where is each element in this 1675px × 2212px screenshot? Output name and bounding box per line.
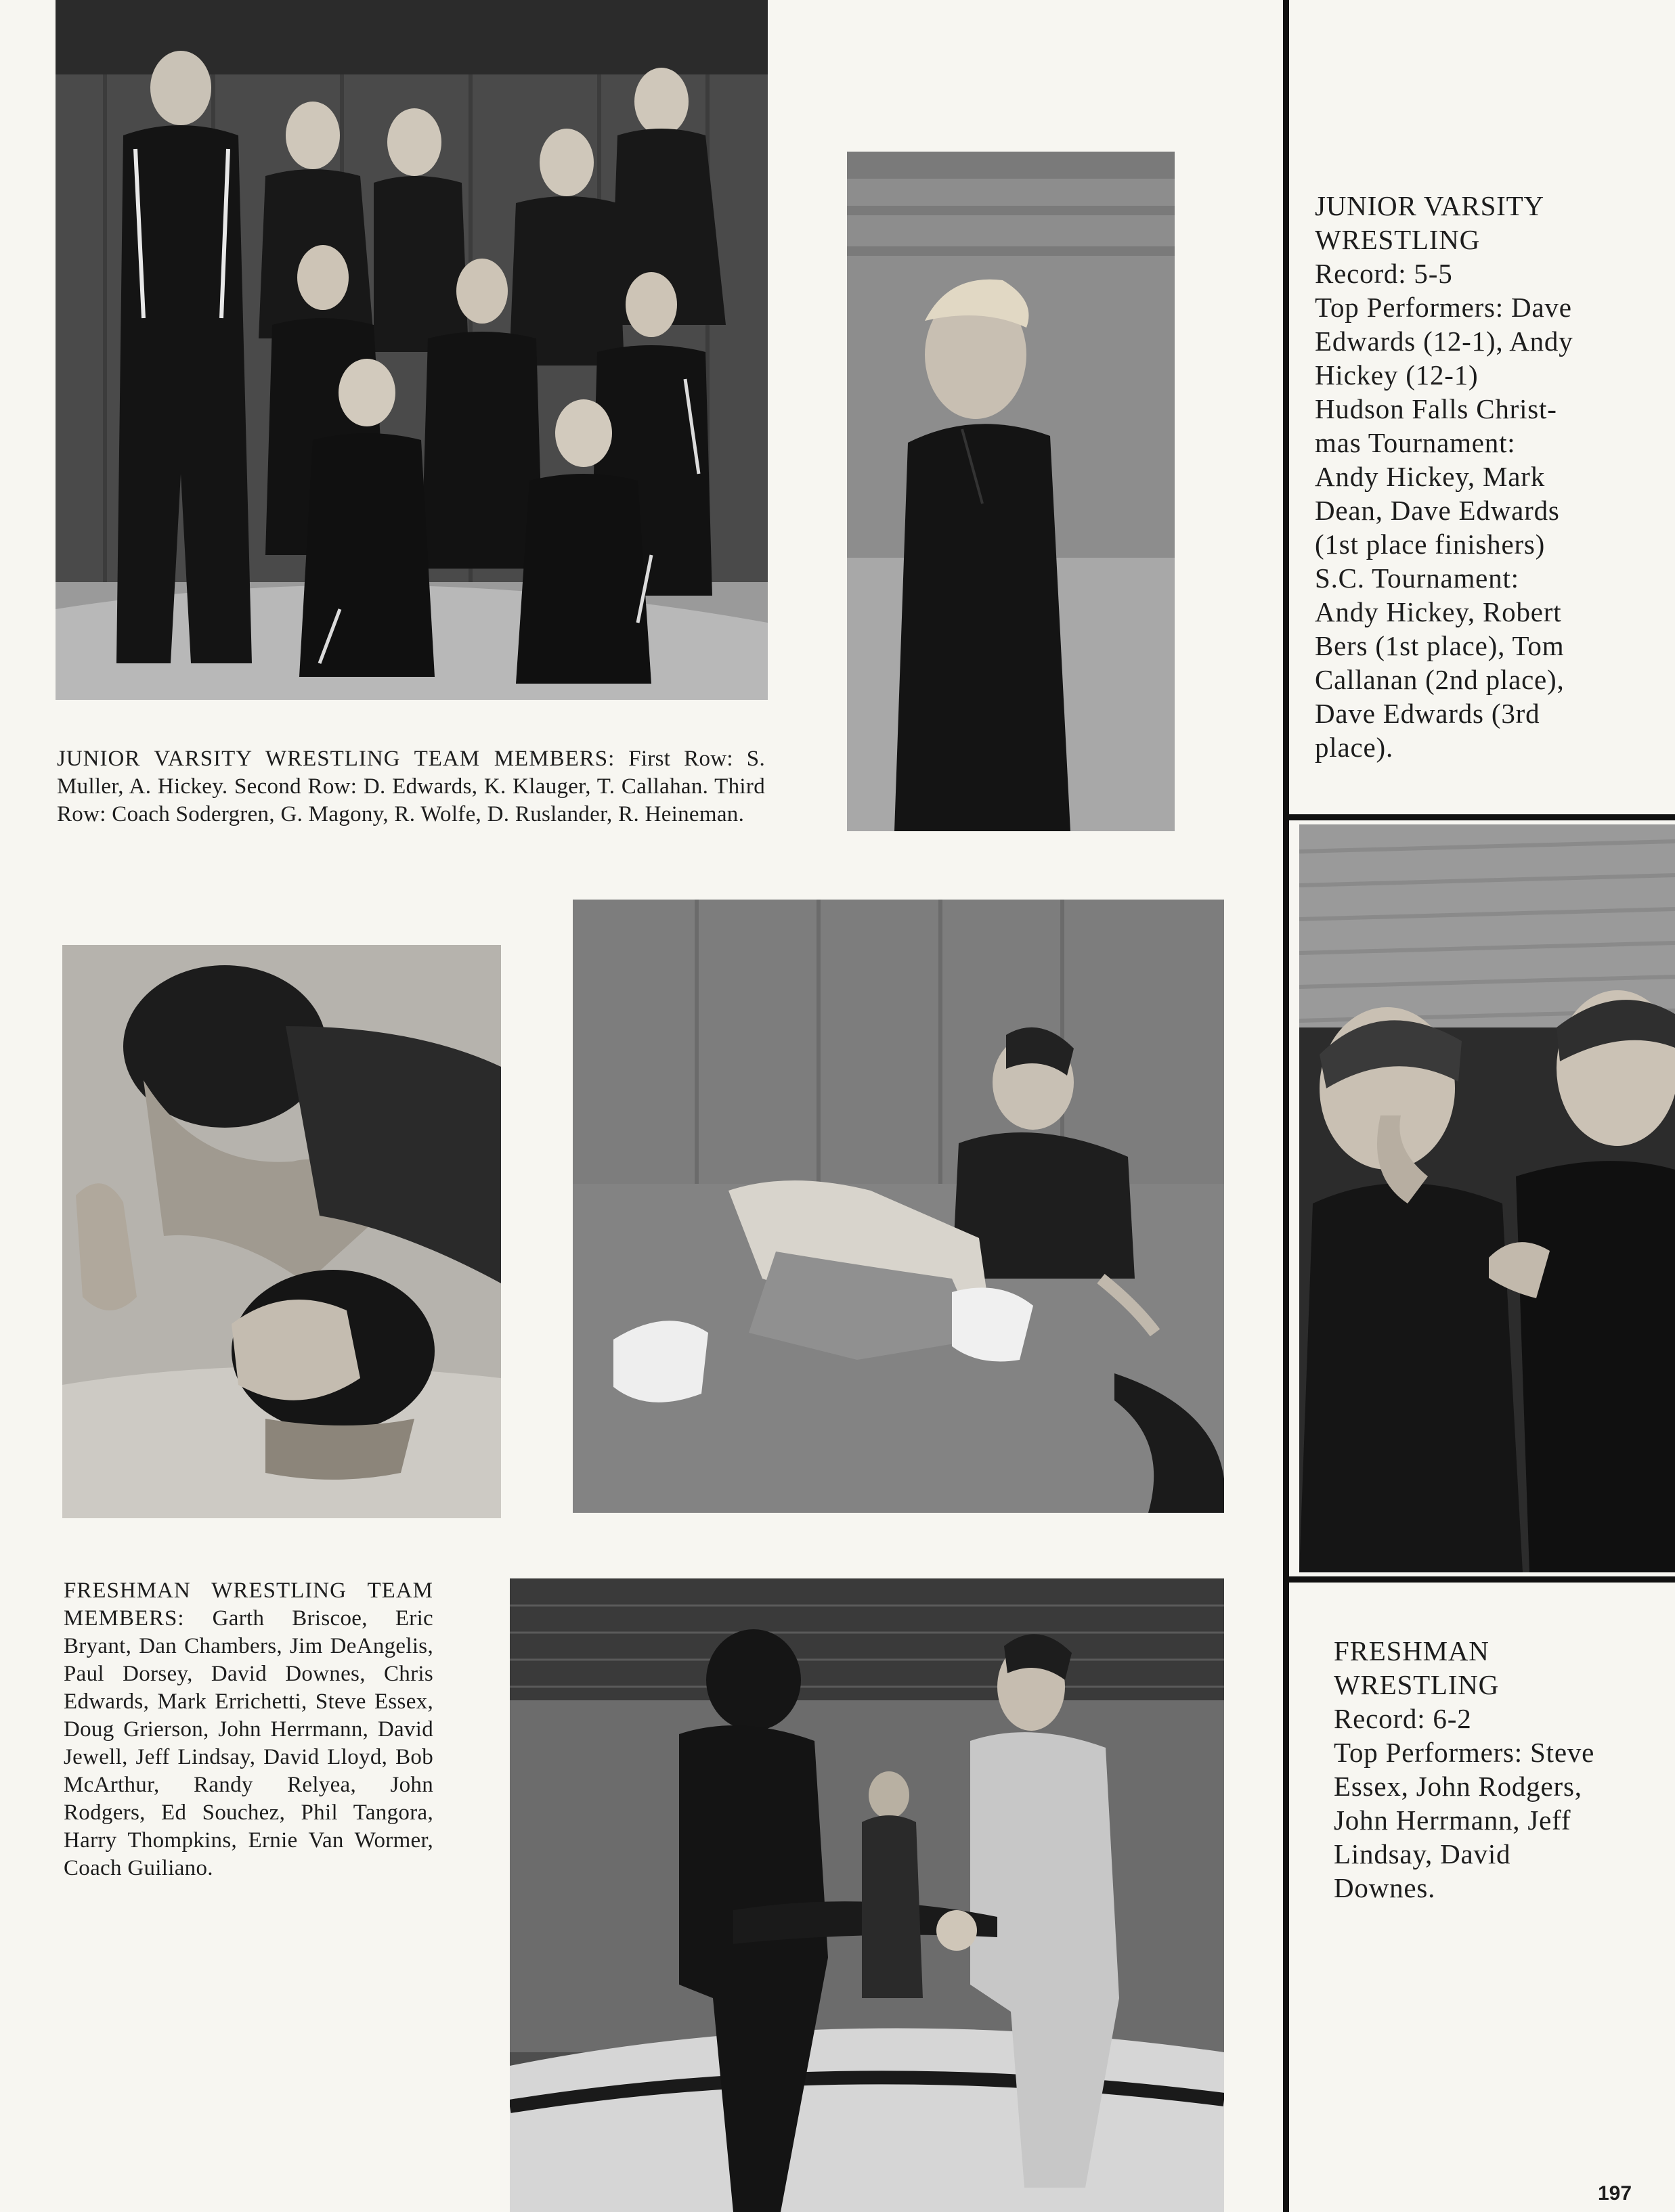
- page-number: 197: [1598, 2182, 1632, 2205]
- sidebar-divider-bottom: [1289, 1576, 1675, 1583]
- freshman-info-title-line2: WRESTLING: [1334, 1669, 1500, 1700]
- freshman-info-record: Record: 6-2: [1334, 1703, 1472, 1734]
- freshman-team-caption-text: Garth Briscoe, Eric Bryant, Dan Chambers, Jim DeAngelis, Paul Dorsey, David Downes, Chris Edwards, Mark Errichetti, Steve Essex, Doug Grierson, John Herrmann, David Jewell, Jeff Lindsay, David Lloyd, Bob McArthur, Randy Relyea, John Rodgers, Ed Souchez, Phil Tangora, Harry Thompkins, Ernie Van Wormer, Coach Guiliano.: [64, 1606, 433, 1880]
- freshman-team-caption-lead: FRESHMAN WRESTLING TEAM MEMBERS:: [64, 1578, 433, 1631]
- jv-info-line: Bers (1st place), Tom: [1315, 630, 1565, 661]
- jv-info-line: Hudson Falls Christ-: [1315, 393, 1557, 424]
- sidebar-left-rule: [1283, 0, 1289, 2212]
- coach-portrait-photo: [847, 152, 1175, 831]
- freshman-info-title-line1: FRESHMAN: [1334, 1635, 1489, 1666]
- jv-team-caption-text: First Row: S. Muller, A. Hickey. Second Row: D. Edwards, K. Klauger, T. Callahan. Third Row: Coach Sodergren, G. Magony, R. Wolfe, D. Ruslander, R. Heineman.: [57, 747, 765, 826]
- freshman-info-line: Top Performers: Steve: [1334, 1737, 1595, 1768]
- freshman-practice-photo: [510, 1578, 1224, 2212]
- freshman-info-line: Downes.: [1334, 1872, 1436, 1903]
- jv-info-line: Andy Hickey, Robert: [1315, 596, 1562, 627]
- jv-info-line: Callanan (2nd place),: [1315, 664, 1565, 695]
- spectators-photo: [1299, 824, 1675, 1572]
- jv-info-title-line2: WRESTLING: [1315, 224, 1481, 255]
- freshman-info-line: Lindsay, David: [1334, 1838, 1511, 1870]
- jv-info-title-line1: JUNIOR VARSITY: [1315, 190, 1544, 221]
- jv-info-line: Dave Edwards (3rd: [1315, 698, 1540, 729]
- jv-team-photo: [56, 0, 768, 700]
- freshman-team-caption: [64, 1577, 433, 1882]
- jv-info-line: mas Tournament:: [1315, 427, 1516, 458]
- freshman-info-box: [1334, 1634, 1666, 1905]
- jv-info-line: Dean, Dave Edwards: [1315, 495, 1560, 526]
- jv-info-record: Record: 5-5: [1315, 258, 1453, 289]
- mat-practice-photo: [573, 900, 1224, 1513]
- jv-info-line: Edwards (12-1), Andy: [1315, 326, 1573, 357]
- freshman-info-line: John Herrmann, Jeff: [1334, 1805, 1571, 1836]
- sidebar-divider-top: [1289, 814, 1675, 820]
- freshman-info-line: Essex, John Rodgers,: [1334, 1771, 1582, 1802]
- jv-info-line: S.C. Tournament:: [1315, 562, 1519, 594]
- jv-info-line: Hickey (12-1): [1315, 359, 1479, 391]
- jv-info-line: (1st place finishers): [1315, 529, 1546, 560]
- wrestling-closeup-photo: [62, 945, 501, 1518]
- jv-info-line: Top Performers: Dave: [1315, 292, 1572, 323]
- jv-team-caption: [57, 745, 765, 828]
- jv-info-line: place).: [1315, 732, 1393, 763]
- jv-team-caption-lead: JUNIOR VARSITY WRESTLING TEAM MEMBERS:: [57, 747, 615, 771]
- jv-info-box: [1315, 189, 1667, 764]
- jv-info-line: Andy Hickey, Mark: [1315, 461, 1545, 492]
